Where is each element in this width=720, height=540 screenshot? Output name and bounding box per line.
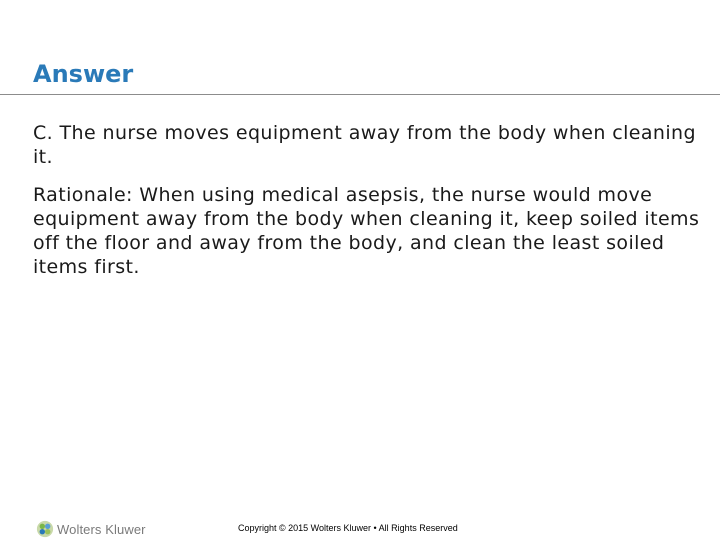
slide-body	[33, 121, 705, 293]
slide-footer	[0, 510, 720, 540]
wolters-kluwer-logo	[36, 520, 146, 538]
wolters-kluwer-logo-icon	[36, 520, 54, 538]
slide-title: Answer	[33, 60, 134, 88]
title-divider	[0, 94, 720, 95]
copyright-notice: Copyright © 2015 Wolters Kluwer • All Rights Reserved	[238, 523, 458, 533]
rationale-text: Rationale: When using medical asepsis, the nurse would move equipment away from the body when cleaning it, keep soiled items off the floor and away from the body, and clean the least soiled items first.	[33, 184, 700, 278]
logo-text: Wolters Kluwer	[57, 521, 146, 537]
answer-text: C. The nurse moves equipment away from the body when cleaning it.	[33, 122, 696, 168]
